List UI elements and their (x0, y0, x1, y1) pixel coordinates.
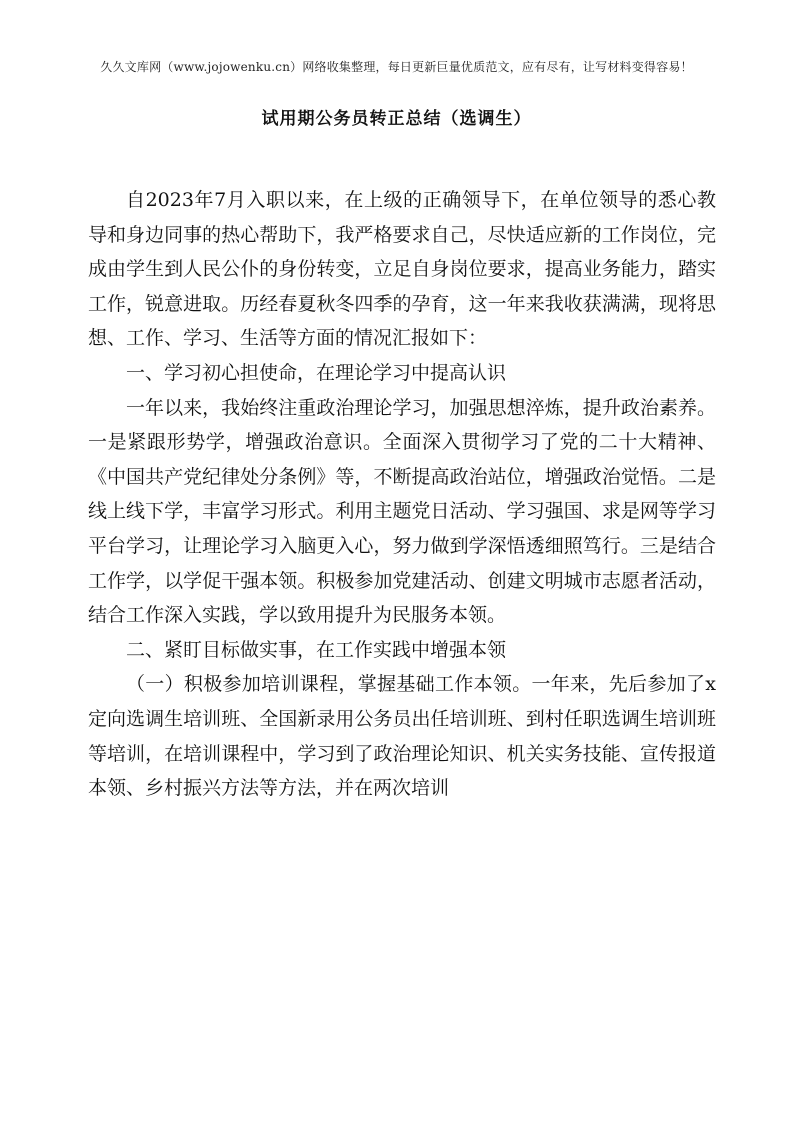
section-heading-1: 一、学习初心担使命，在理论学习中提高认识 (126, 361, 507, 384)
section-1-paragraph: 一年以来，我始终注重政治理论学习，加强思想淬炼，提升政治素养。一是紧跟形势学，增强政治意识。全面深入贯彻学习了党的二十大精神、《中国共产党纪律处分条例》等，不断提高政治站位，增强政治觉悟。二是线上线下学，丰富学习形式。利用主题党日活动、学习强国、求是网等学习平台学习，让理论学习入脑更入心，努力做到学深悟透细照笃行。三是结合工作学，以学促干强本领。积极参加党建活动、创建文明城市志愿者活动，结合工作深入实践，学以致用提升为民服务本领。 (88, 396, 716, 627)
document-title: 试用期公务员转正总结（选调生） (261, 109, 532, 129)
intro-paragraph: 自2023年7月入职以来，在上级的正确领导下，在单位领导的悉心教导和身边同事的热心帮助下，我严格要求自己，尽快适应新的工作岗位，完成由学生到人民公仆的身份转变，立足自身岗位要求，提高业务能力，踏实工作，锐意进取。历经春夏秋冬四季的孕育，这一年来我收获满满，现将思想、工作、学习、生活等方面的情况汇报如下： (88, 189, 716, 350)
header-note: 久久文库网（www.jojowenku.cn）网络收集整理，每日更新巨量优质范文，应有尽有，让写材料变得容易！ (100, 60, 693, 74)
section-2-paragraph: （一）积极参加培训课程，掌握基础工作本领。一年来，先后参加了x定向选调生培训班、全国新录用公务员出任培训班、到村任职选调生培训班等培训，在培训课程中，学习到了政治理论知识、机关实务技能、宣传报道本领、乡村振兴方法等方法，并在两次培训 (88, 673, 716, 800)
document-body (88, 183, 716, 806)
section-heading-2: 二、紧盯目标做实事，在工作实践中增强本领 (126, 638, 507, 661)
